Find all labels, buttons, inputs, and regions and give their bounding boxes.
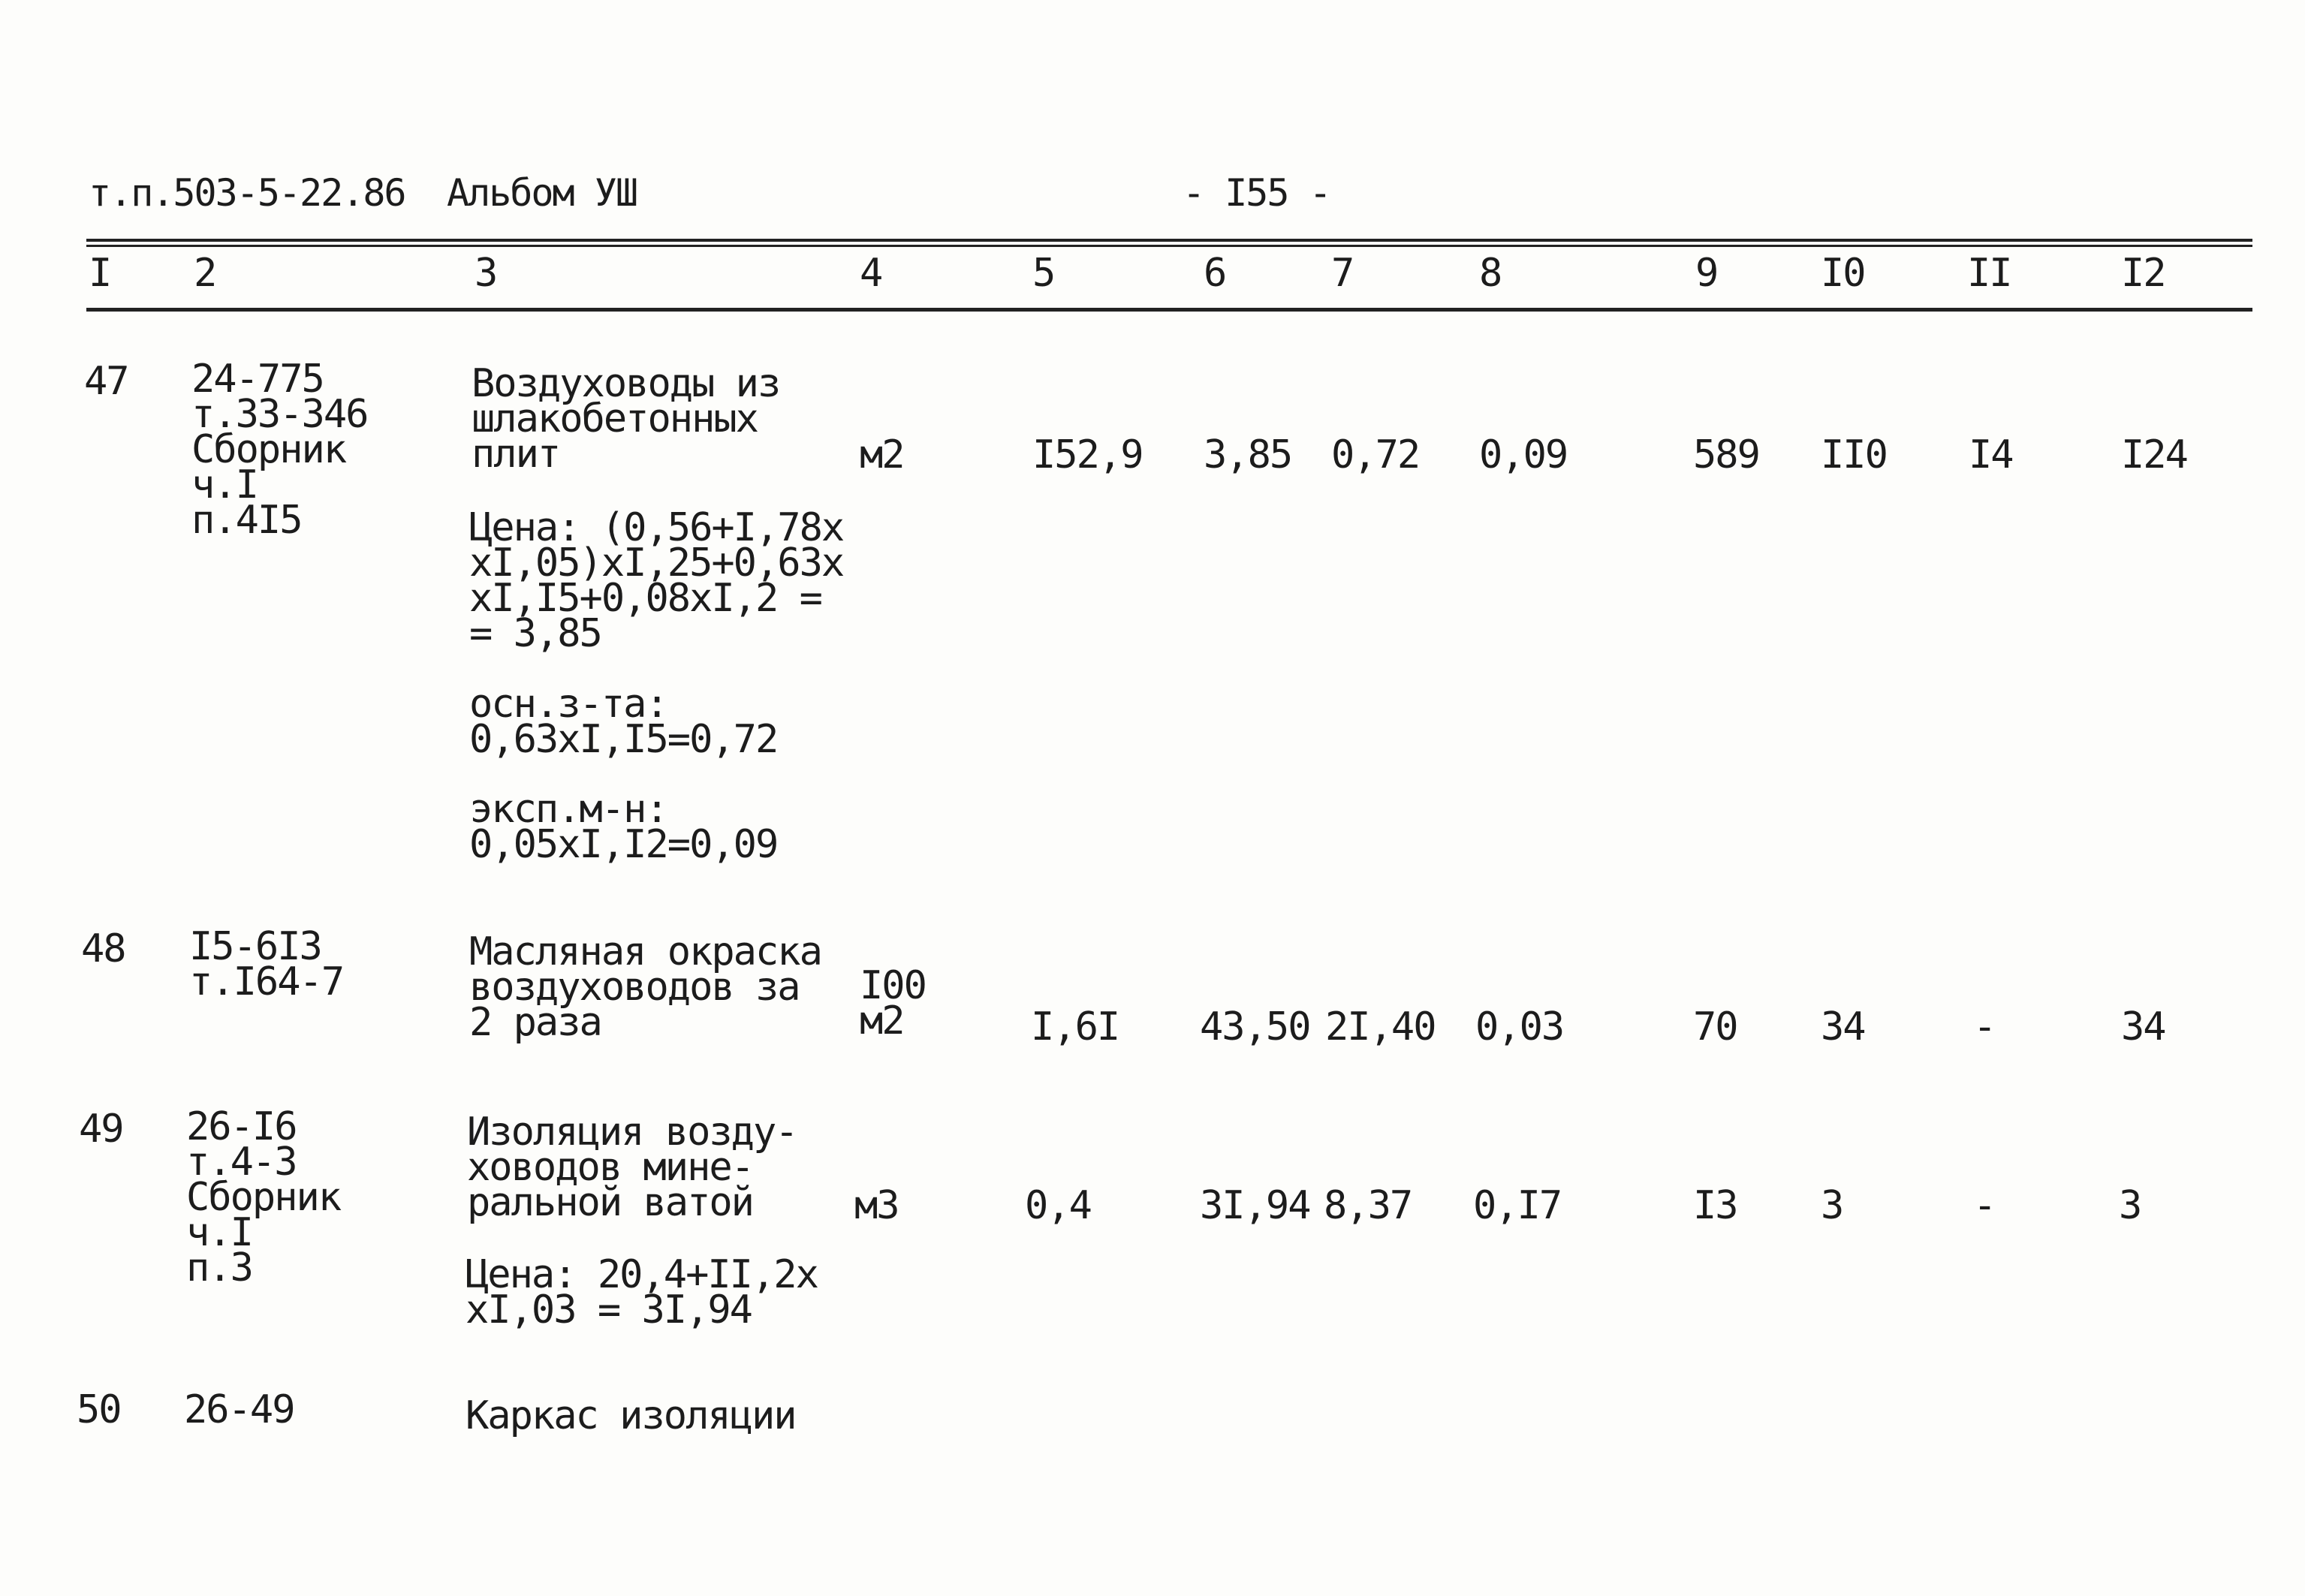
row-unit: м3: [854, 1183, 899, 1228]
price-calculation-note: Цена: 20,4+II,2x xI,03 = 3I,94: [466, 1252, 818, 1333]
row-value-col9: I3: [1693, 1183, 1737, 1228]
row-value-col10: 34: [1821, 1004, 1865, 1049]
row-value-col6: 3,85: [1204, 432, 1292, 477]
row-value-col12: 3: [2119, 1183, 2141, 1228]
row-number: 50: [77, 1387, 121, 1432]
column-header-5: 5: [1032, 251, 1055, 296]
row-value-col12: 34: [2121, 1004, 2165, 1049]
row-number: 48: [81, 926, 125, 971]
column-header-4: 4: [860, 251, 882, 296]
column-header-3: 3: [475, 251, 497, 296]
row-value-col9: 70: [1693, 1004, 1737, 1049]
row-value-col7: 2I,40: [1325, 1004, 1436, 1049]
row-value-col12: I24: [2121, 432, 2187, 477]
column-header-12: I2: [2121, 251, 2165, 296]
row-value-col5: I,6I: [1031, 1004, 1119, 1049]
row-description: Воздуховоды из шлакобетонных плит: [472, 361, 780, 477]
price-calculation-note: Цена: (0,56+I,78x xI,05)xI,25+0,63x xI,I5+0,08xI,2 = = 3,85: [469, 505, 844, 656]
row-value-col7: 8,37: [1324, 1183, 1412, 1228]
album-label: Альбом УШ: [447, 171, 637, 215]
column-header-1: I: [89, 251, 111, 296]
row-value-col5: 0,4: [1025, 1183, 1091, 1228]
row-value-col7: 0,72: [1331, 432, 1420, 477]
row-value-col9: 589: [1693, 432, 1759, 477]
column-header-10: I0: [1821, 251, 1865, 296]
column-header-9: 9: [1695, 251, 1718, 296]
row-value-col11: -: [1973, 1004, 1996, 1049]
row-unit: I00 м2: [860, 963, 926, 1043]
base-salary-note: осн.з-та: 0,63xI,I5=0,72: [469, 682, 778, 762]
row-unit: м2: [860, 432, 904, 477]
machine-operation-note: эксп.м-н: 0,05xI,I2=0,09: [469, 787, 778, 867]
row-value-col10: II0: [1821, 432, 1887, 477]
column-header-8: 8: [1479, 251, 1502, 296]
row-description: Каркас изоляции: [466, 1393, 796, 1438]
row-value-col8: 0,03: [1475, 1004, 1564, 1049]
row-description: Изоляция возду- ховодов мине- ральной ватой: [467, 1110, 797, 1225]
column-header-2: 2: [194, 251, 216, 296]
row-value-col10: 3: [1821, 1183, 1843, 1228]
row-value-col11: -: [1973, 1183, 1996, 1228]
row-value-col8: 0,09: [1479, 432, 1568, 477]
header-bottom-rule: [86, 308, 2252, 312]
row-number: 47: [84, 359, 128, 404]
row-value-col6: 43,50: [1200, 1004, 1310, 1049]
header-top-rule-second: [86, 245, 2252, 247]
column-header-7: 7: [1331, 251, 1354, 296]
header-top-rule: [86, 239, 2252, 242]
row-description: Масляная окраска воздуховодов за 2 раза: [469, 929, 821, 1045]
row-value-col6: 3I,94: [1200, 1183, 1310, 1228]
row-code: I5-6I3 т.I64-7: [189, 924, 344, 1004]
row-code: 24-775 т.33-346 Сборник ч.I п.4I5: [191, 357, 368, 543]
document-reference: т.п.503-5-22.86: [89, 171, 405, 215]
row-code: 26-I6 т.4-3 Сборник ч.I п.3: [186, 1104, 341, 1290]
row-value-col8: 0,I7: [1473, 1183, 1562, 1228]
row-code: 26-49: [184, 1387, 294, 1432]
row-value-col5: I52,9: [1032, 432, 1143, 477]
page-number: - I55 -: [1183, 171, 1330, 215]
column-header-6: 6: [1204, 251, 1226, 296]
column-header-11: II: [1967, 251, 2011, 296]
row-number: 49: [79, 1107, 123, 1152]
row-value-col11: I4: [1969, 432, 2013, 477]
